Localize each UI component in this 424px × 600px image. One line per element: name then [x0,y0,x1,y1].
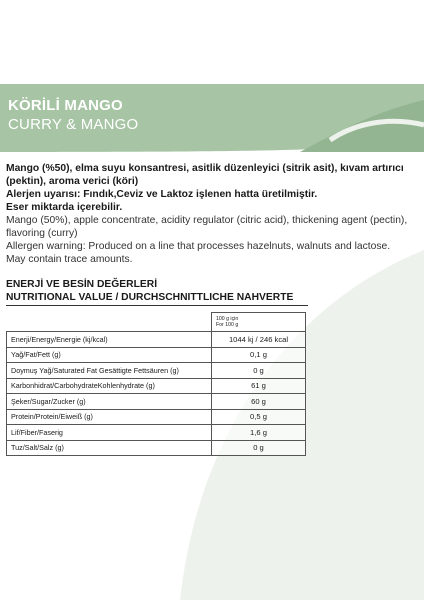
ingredients-tr: Mango (%50), elma suyu konsantresi, asitlik düzenleyici (sitrik asit), kıvam artırıcı (pektin), aroma verici (köri) [6,163,404,187]
header-blank-cell [7,313,212,332]
table-row [7,363,306,379]
row-label: Karbonhidrat/CarbohydrateKohlenhydrate (g) [7,378,212,394]
row-value: 1044 kj / 246 kcal [212,332,306,348]
per-100g-tr: 100 g için [216,316,239,322]
row-label: Lif/Fiber/Faserig [7,425,212,441]
row-label: Tuz/Salt/Salz (g) [7,440,212,456]
trace-note-tr: Eser miktarda içerebilir. [6,202,123,213]
row-value: 0,1 g [212,347,306,363]
product-title-block [8,97,138,133]
nutrition-table [6,312,306,456]
row-value: 0,5 g [212,409,306,425]
product-name-tr: KÖRİLİ MANGO [8,97,123,114]
row-label: Yağ/Fat/Fett (g) [7,347,212,363]
allergen-warning-en: Allergen warning: Produced on a line that processes hazelnuts, walnuts and lactose. [6,241,391,252]
trace-note-en: May contain trace amounts. [6,254,133,265]
row-value: 0 g [212,363,306,379]
ingredients-en: Mango (50%), apple concentrate, acidity regulator (citric acid), thickening agent (pectin), flavoring (curry) [6,215,408,239]
allergen-warning-tr: Alerjen uyarısı: Fındık,Ceviz ve Laktoz işlenen hatta üretilmiştir. [6,189,318,200]
per-100g-header [212,313,306,332]
row-label: Protein/Protein/Eiweiß (g) [7,409,212,425]
ingredients-block [6,162,418,266]
nutrition-heading-en: NUTRITIONAL VALUE / DURCHSCHNITTLICHE NAHVERTE [6,292,294,303]
row-label: Doymuş Yağ/Saturated Fat Gesättigte Fettsäuren (g) [7,363,212,379]
table-row [7,347,306,363]
table-row [7,409,306,425]
nutrition-heading-tr: ENERJİ VE BESİN DEĞERLERİ [6,279,158,290]
table-row [7,440,306,456]
row-label: Şeker/Sugar/Zucker (g) [7,394,212,410]
row-value: 0 g [212,440,306,456]
table-row [7,425,306,441]
table-row [7,332,306,348]
nutrition-heading [6,278,293,304]
per-100g-en: For 100 g [216,322,239,328]
row-value: 1,6 g [212,425,306,441]
table-header-row [7,313,306,332]
row-value: 61 g [212,378,306,394]
table-row [7,394,306,410]
row-label: Enerji/Energy/Energie (kj/kcal) [7,332,212,348]
heading-divider [6,305,308,306]
row-value: 60 g [212,394,306,410]
table-row [7,378,306,394]
product-name-en: CURRY & MANGO [8,116,139,133]
